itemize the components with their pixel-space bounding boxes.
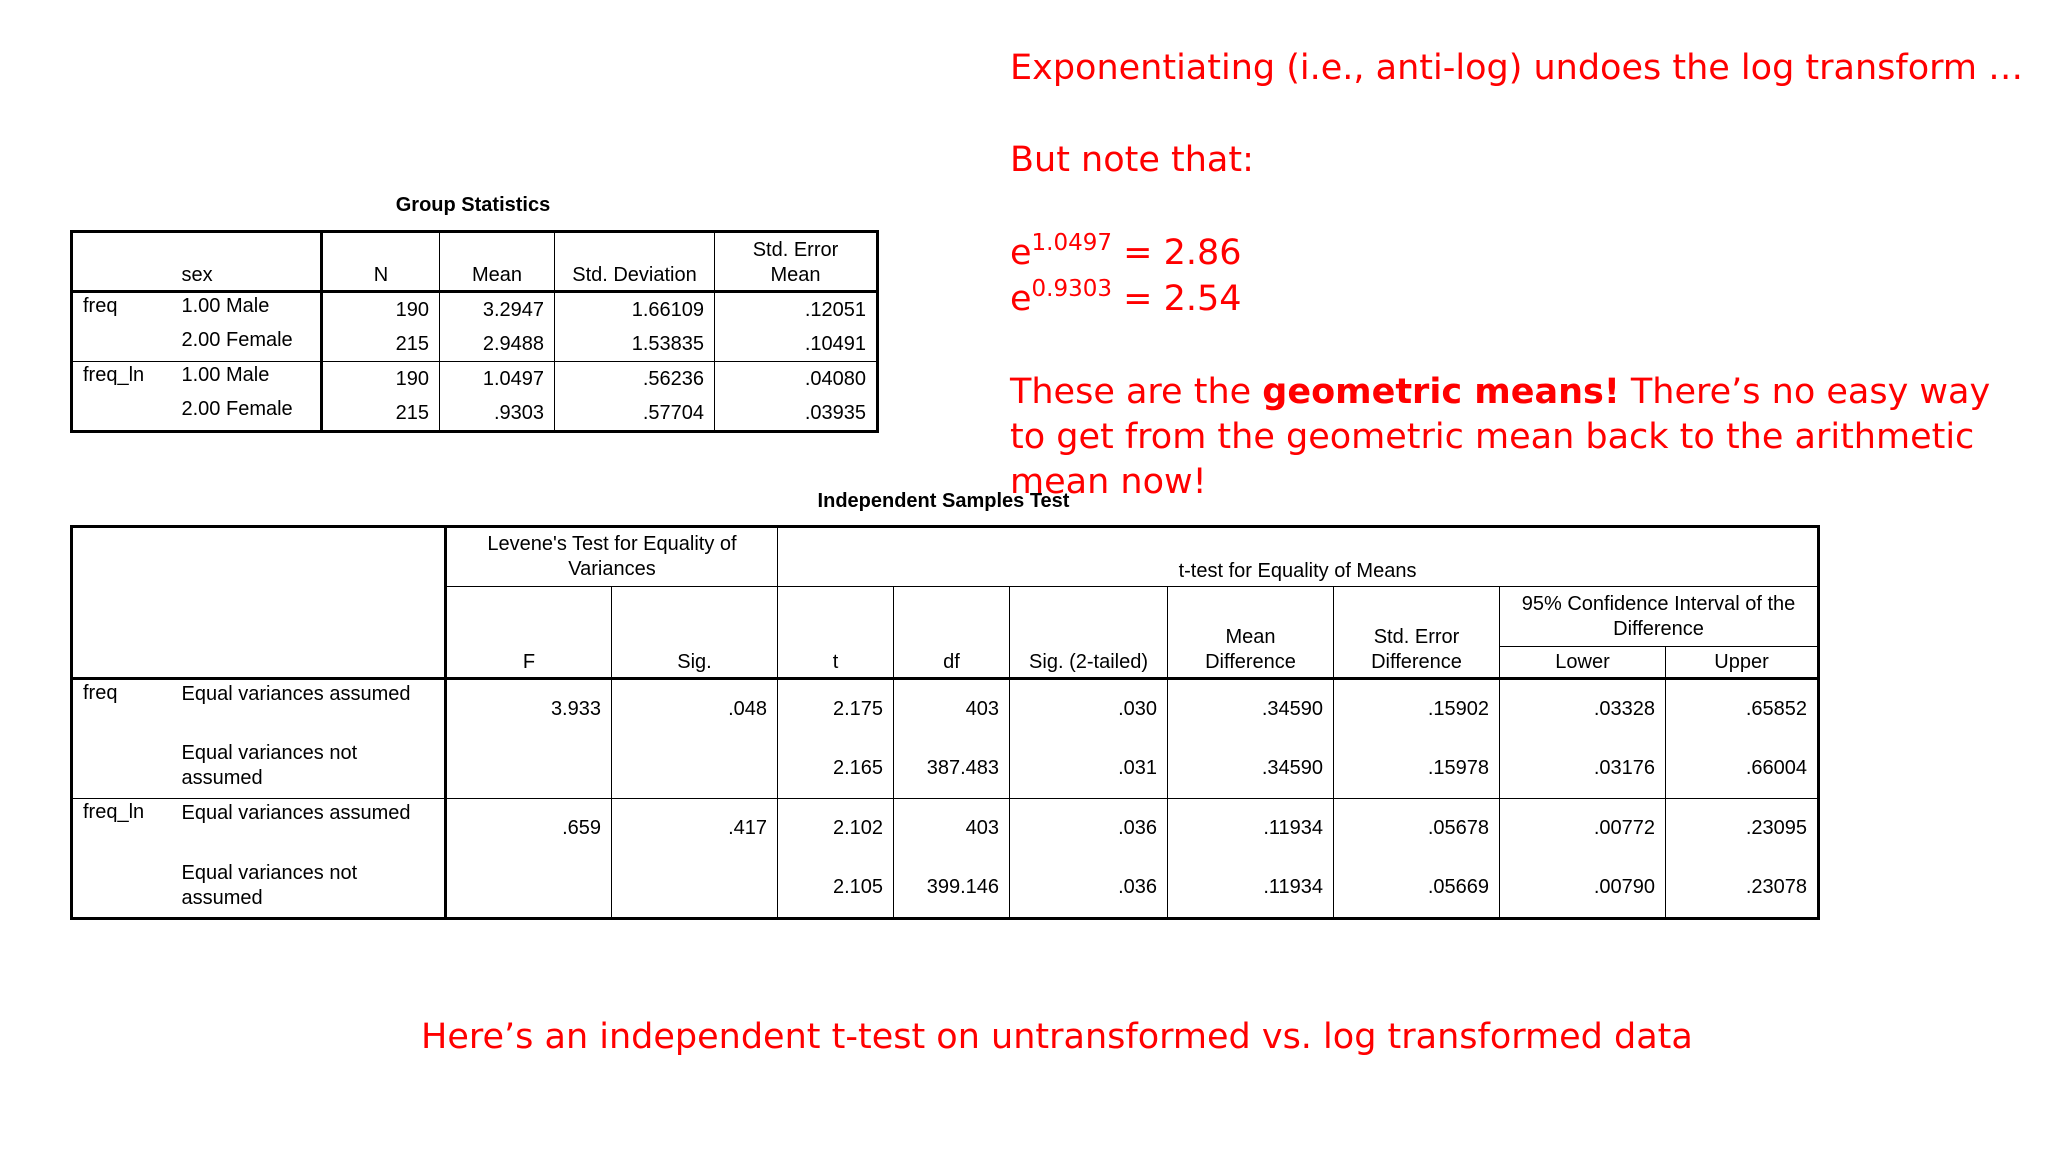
table-row — [72, 362, 878, 397]
condition-label: Equal variances not assumed — [181, 861, 358, 909]
header-df: df — [894, 587, 1010, 679]
table-row — [72, 679, 1819, 739]
cell-mean-diff: .34590 — [1168, 739, 1334, 799]
table-row — [72, 799, 1819, 859]
group-label: 1.00 Male — [181, 364, 270, 386]
equation-exponent: 0.9303 — [1031, 276, 1113, 302]
cell-lower: .00790 — [1500, 859, 1666, 919]
cell-df: 387.483 — [894, 739, 1010, 799]
cell-se-diff: .05678 — [1334, 799, 1500, 859]
header-std-error-mean: Std. Error Mean — [715, 232, 878, 292]
cell-sig — [612, 859, 778, 919]
table-row — [72, 739, 1819, 799]
equation-result: = 2.86 — [1112, 233, 1242, 273]
var-label: freq — [83, 295, 118, 317]
cell-lower: .03176 — [1500, 739, 1666, 799]
equation-exponent: 1.0497 — [1031, 230, 1113, 256]
cell-upper: .65852 — [1666, 679, 1819, 739]
header-f: F — [446, 587, 612, 679]
table-row — [72, 327, 878, 362]
cell-f — [446, 859, 612, 919]
cell-sig2: .036 — [1010, 859, 1168, 919]
group-label: 2.00 Female — [172, 327, 322, 362]
cell-se: .04080 — [715, 362, 878, 397]
header-blank — [72, 232, 172, 292]
equation-base: e — [1010, 279, 1032, 319]
geo-bold: geometric means! — [1262, 372, 1620, 412]
group-label: 1.00 Male — [181, 295, 270, 317]
header-n: N — [322, 232, 440, 292]
cell-df: 399.146 — [894, 859, 1010, 919]
geo-prefix: These are the — [1010, 372, 1263, 412]
cell-sig — [612, 739, 778, 799]
equation-female — [1010, 276, 1242, 319]
cell-t: 2.105 — [778, 859, 894, 919]
cell-sig2: .036 — [1010, 799, 1168, 859]
annotation-note: But note that: — [1010, 140, 1254, 180]
annotation-geometric-means — [1010, 370, 2020, 505]
cell-lower: .00772 — [1500, 799, 1666, 859]
header-confidence-interval: 95% Confidence Interval of the Difference — [1500, 587, 1819, 647]
cell-t: 2.165 — [778, 739, 894, 799]
cell-t: 2.102 — [778, 799, 894, 859]
header-mean-difference: Mean Difference — [1168, 587, 1334, 679]
var-label — [72, 396, 172, 432]
equation-male — [1010, 230, 1242, 273]
cell-n: 190 — [322, 292, 440, 328]
cell-mean: 2.9488 — [440, 327, 555, 362]
condition-label: Equal variances assumed — [181, 802, 411, 824]
var-label — [72, 327, 172, 362]
cell-sig: .417 — [612, 799, 778, 859]
equation-base: e — [1010, 233, 1032, 273]
cell-t: 2.175 — [778, 679, 894, 739]
table-row — [72, 859, 1819, 919]
condition-label: Equal variances not assumed — [172, 739, 446, 799]
cell-f — [446, 739, 612, 799]
var-label — [72, 859, 172, 919]
condition-label: Equal variances assumed — [181, 683, 411, 705]
ind-header-row-1 — [72, 527, 1819, 587]
cell-se-diff: .05669 — [1334, 859, 1500, 919]
var-label: freq_ln — [83, 801, 145, 823]
cell-se: .03935 — [715, 396, 878, 432]
cell-f: .659 — [446, 799, 612, 859]
cell-mean-diff: .11934 — [1168, 859, 1334, 919]
var-label — [72, 739, 172, 799]
cell-se-diff: .15978 — [1334, 739, 1500, 799]
group-stats-header-row — [72, 232, 878, 292]
cell-se: .12051 — [715, 292, 878, 328]
cell-mean-diff: .34590 — [1168, 679, 1334, 739]
var-label: freq_ln — [83, 364, 145, 386]
cell-n: 215 — [322, 396, 440, 432]
cell-df: 403 — [894, 679, 1010, 739]
cell-sd: .57704 — [555, 396, 715, 432]
cell-sig2: .030 — [1010, 679, 1168, 739]
header-levene: Levene's Test for Equality of Variances — [446, 527, 778, 587]
group-statistics-table — [70, 230, 879, 433]
cell-se: .10491 — [715, 327, 878, 362]
cell-sd: 1.53835 — [555, 327, 715, 362]
group-stats-title: Group Statistics — [395, 194, 551, 216]
cell-mean-diff: .11934 — [1168, 799, 1334, 859]
header-ttest: t-test for Equality of Means — [778, 527, 1819, 587]
annotation-anti-log: Exponentiating (i.e., anti-log) undoes the log transform … — [1010, 48, 2024, 88]
header-mean: Mean — [440, 232, 555, 292]
cell-mean: .9303 — [440, 396, 555, 432]
table-row — [72, 292, 878, 328]
ind-test-title: Independent Samples Test — [817, 490, 1070, 512]
independent-samples-table — [70, 525, 1820, 920]
cell-df: 403 — [894, 799, 1010, 859]
cell-mean: 3.2947 — [440, 292, 555, 328]
cell-sig2: .031 — [1010, 739, 1168, 799]
geo-suffix: There’s no easy way to get from the geometric mean back to the arithmetic mean now! — [1010, 372, 1991, 502]
cell-upper: .23095 — [1666, 799, 1819, 859]
cell-sd: 1.66109 — [555, 292, 715, 328]
header-lower: Lower — [1500, 647, 1666, 679]
header-std-deviation: Std. Deviation — [555, 232, 715, 292]
slide-caption: Here’s an independent t-test on untransformed vs. log transformed data — [421, 1017, 1693, 1057]
header-sex: sex — [172, 232, 322, 292]
header-sig: Sig. — [612, 587, 778, 679]
cell-lower: .03328 — [1500, 679, 1666, 739]
var-label: freq — [83, 682, 118, 704]
header-blank — [72, 527, 446, 679]
cell-mean: 1.0497 — [440, 362, 555, 397]
equation-result: = 2.54 — [1112, 279, 1242, 319]
cell-upper: .66004 — [1666, 739, 1819, 799]
cell-sig: .048 — [612, 679, 778, 739]
cell-n: 190 — [322, 362, 440, 397]
table-row — [72, 396, 878, 432]
cell-se-diff: .15902 — [1334, 679, 1500, 739]
header-t: t — [778, 587, 894, 679]
header-upper: Upper — [1666, 647, 1819, 679]
cell-f: 3.933 — [446, 679, 612, 739]
cell-sd: .56236 — [555, 362, 715, 397]
cell-n: 215 — [322, 327, 440, 362]
cell-upper: .23078 — [1666, 859, 1819, 919]
header-sig-2-tailed: Sig. (2-tailed) — [1010, 587, 1168, 679]
group-label: 2.00 Female — [181, 398, 293, 420]
header-std-error-difference: Std. Error Difference — [1334, 587, 1500, 679]
